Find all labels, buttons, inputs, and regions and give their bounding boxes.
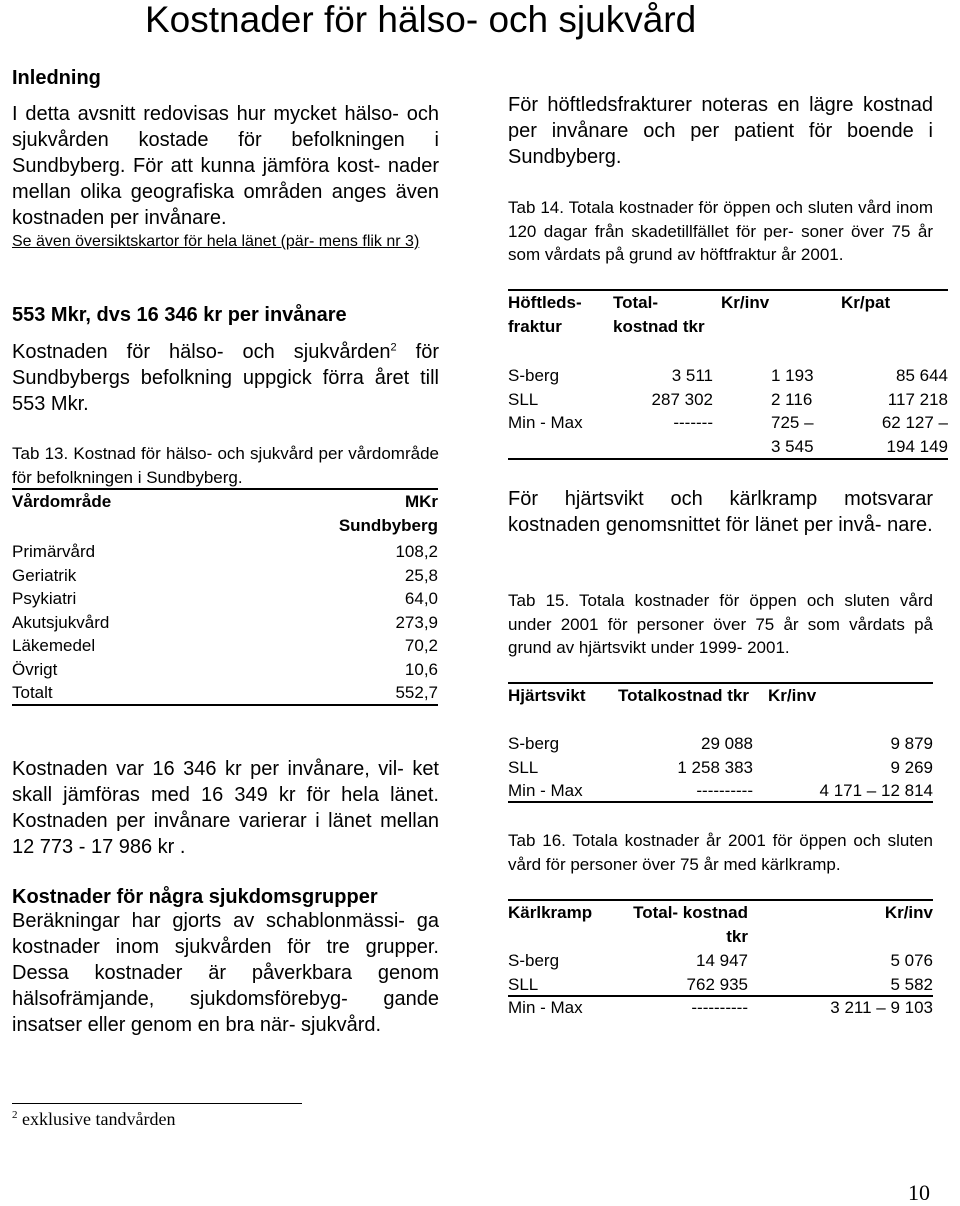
table-cell: 3 545 <box>771 436 814 456</box>
table-rule <box>508 801 933 803</box>
footnote <box>12 1109 175 1130</box>
table-header: Höftleds- fraktur <box>508 293 582 336</box>
table-cell: S-berg <box>508 366 560 385</box>
table-cell: 117 218 <box>887 389 948 409</box>
table-cell: Min - Max <box>508 998 583 1017</box>
groups-heading: Kostnader för några sjukdomsgrupper <box>12 886 378 908</box>
table-header: Total- kostnad tkr <box>613 293 705 336</box>
table-header: MKr Sundbyberg <box>338 492 438 535</box>
tab15-caption: Tab 15. Totala kostnader för öppen och sluten vård under 2001 för personer över 75 år som vårdats på grund av hjärtsvikt under 1999- 2001. <box>508 591 933 657</box>
table-row <box>508 435 948 459</box>
table-cell: 552,7 <box>395 683 438 702</box>
table-header: Vårdområde <box>12 492 112 511</box>
summary-text-a: Kostnaden för hälso- och sjukvården <box>12 341 391 363</box>
table-rule <box>508 458 948 460</box>
footnote-ref: 2 <box>390 341 397 354</box>
table-cell: 85 644 <box>896 366 948 385</box>
table-cell: 5 076 <box>890 951 933 970</box>
table-row <box>508 949 933 973</box>
table-row <box>508 364 948 388</box>
table-rule <box>508 995 933 997</box>
table-row <box>508 732 933 756</box>
table-row <box>12 587 438 611</box>
table-row <box>12 564 438 588</box>
table-header-row <box>508 684 933 732</box>
footnote-number: 2 <box>12 1109 18 1121</box>
table-cell: 1 258 383 <box>677 757 753 777</box>
table-cell: ---------- <box>691 998 748 1017</box>
table-cell: Min - Max <box>508 781 583 800</box>
table-row <box>12 681 438 705</box>
intro-heading: Inledning <box>12 67 101 89</box>
tab13-caption: Tab 13. Kostnad för hälso- och sjukvård per vårdområde för befolkningen i Sundbyberg. <box>12 444 439 487</box>
table-cell <box>613 435 713 459</box>
table-cell: SLL <box>508 974 539 994</box>
table-row <box>508 973 933 997</box>
table-cell: 25,8 <box>404 565 438 585</box>
table-cell: ------- <box>673 413 713 432</box>
table-cell: 62 127 – <box>881 413 948 432</box>
table-cell: 3 511 <box>671 366 713 385</box>
table-cell: 9 879 <box>890 734 933 753</box>
table-cell: 64,0 <box>404 589 438 608</box>
table-header: Kr/inv <box>768 686 817 705</box>
tab14-table <box>508 291 948 458</box>
table-cell: Läkemedel <box>12 636 96 655</box>
table-cell: 762 935 <box>686 974 748 994</box>
table-header: Kr/inv <box>884 903 933 922</box>
table-cell: Min - Max <box>508 413 583 432</box>
table-header-row <box>508 901 933 949</box>
table-row <box>508 411 948 435</box>
table-cell: 9 269 <box>890 757 933 777</box>
table-cell: 725 – <box>771 413 814 432</box>
table-cell: ---------- <box>696 781 753 800</box>
table-row <box>508 388 948 412</box>
table-cell: Övrigt <box>12 659 58 679</box>
table-rule <box>12 704 438 706</box>
table-cell: Psykiatri <box>12 589 77 608</box>
heart-text: För hjärtsvikt och kärlkramp motsvarar kostnaden genomsnittet för länet per invå- nare. <box>508 488 933 536</box>
tab14-caption: Tab 14. Totala kostnader för öppen och sluten vård inom 120 dagar från skadetillfället för per- soner över 75 år som vårdats på grund av höftfraktur år 2001. <box>508 198 933 264</box>
tab15-table <box>508 684 933 803</box>
table-cell: 5 582 <box>890 974 933 994</box>
tab16-caption: Tab 16. Totala kostnader år 2001 för öppen och sluten vård för personer över 75 år med kärlkramp. <box>508 831 933 874</box>
table-cell: 10,6 <box>404 659 438 679</box>
table-row <box>12 634 438 658</box>
table-row <box>508 779 933 803</box>
tab16-table <box>508 901 933 1020</box>
table-row <box>508 996 933 1020</box>
summary-text <box>12 339 439 417</box>
summary-heading: 553 Mkr, dvs 16 346 kr per invånare <box>12 304 347 326</box>
table-header-row <box>508 291 948 364</box>
intro-text: I detta avsnitt redovisas hur mycket hälso- och sjukvården kostade för befolkningen i Sundbyberg. För att kunna jämföra kost- nader mellan olika geografiska områden anges även kostnaden per invånare. <box>12 103 439 229</box>
table-header: Total- kostnad tkr <box>633 903 748 946</box>
page-number: 10 <box>908 1180 930 1205</box>
table-cell: Totalt <box>12 683 53 702</box>
table-cell: 194 149 <box>886 436 948 456</box>
table-header: Totalkostnad tkr <box>618 686 749 705</box>
hip-text: För höftledsfrakturer noteras en lägre kostnad per invånare och per patient för boende i Sundbyberg. <box>508 94 933 168</box>
table-cell: Akutsjukvård <box>12 612 110 632</box>
table-cell: S-berg <box>508 951 560 970</box>
table-cell: 287 302 <box>651 389 713 409</box>
table-cell: 2 116 <box>771 389 813 409</box>
table-cell: 108,2 <box>395 542 438 561</box>
groups-text: Beräkningar har gjorts av schablonmässi- ga kostnader inom sjukvården för tre grupper. Dessa kostnader är påverkbara genom hälsofrämjande, sjukdomsförebyg- gande insatser eller genom en bra när- sjukvård. <box>12 910 439 1036</box>
table-cell: 1 193 <box>771 366 814 385</box>
table-header: Hjärtsvikt <box>508 686 586 705</box>
footnote-text: exklusive tandvården <box>22 1109 176 1129</box>
table-cell: 4 171 – 12 814 <box>819 781 933 800</box>
page-title: Kostnader för hälso- och sjukvård <box>145 0 697 40</box>
table-header: Kr/pat <box>841 293 891 312</box>
table-row <box>12 658 438 682</box>
table-cell: 29 088 <box>701 734 753 753</box>
table-header: Kr/inv <box>721 293 770 312</box>
table-cell: 3 211 – 9 103 <box>830 998 933 1017</box>
table-row <box>12 540 438 564</box>
table-header-row <box>12 490 438 540</box>
table-header: Kärlkramp <box>508 903 593 922</box>
table-cell: 70,2 <box>404 636 438 655</box>
table-cell: 14 947 <box>696 951 748 970</box>
map-note-link[interactable]: Se även översiktskartor för hela länet (pär- mens flik nr 3) <box>12 233 420 250</box>
table-cell: SLL <box>508 389 539 409</box>
summary-text-b: för Sundbybergs befolkning uppgick förra året till 553 Mkr. <box>12 341 440 415</box>
table-row <box>12 611 438 635</box>
table-cell: SLL <box>508 757 539 777</box>
table-cell: S-berg <box>508 734 560 753</box>
table-cell: 273,9 <box>395 612 438 632</box>
table-cell: Geriatrik <box>12 565 77 585</box>
table-cell <box>508 435 613 459</box>
table-row <box>508 756 933 780</box>
footnote-separator <box>12 1103 302 1104</box>
table-cell: Primärvård <box>12 542 96 561</box>
comparison-text: Kostnaden var 16 346 kr per invånare, vil- ket skall jämföras med 16 349 kr för hela länet. Kostnaden per invånare varierar i länet mellan 12 773 - 17 986 kr . <box>12 758 439 858</box>
tab13-table <box>12 490 438 705</box>
